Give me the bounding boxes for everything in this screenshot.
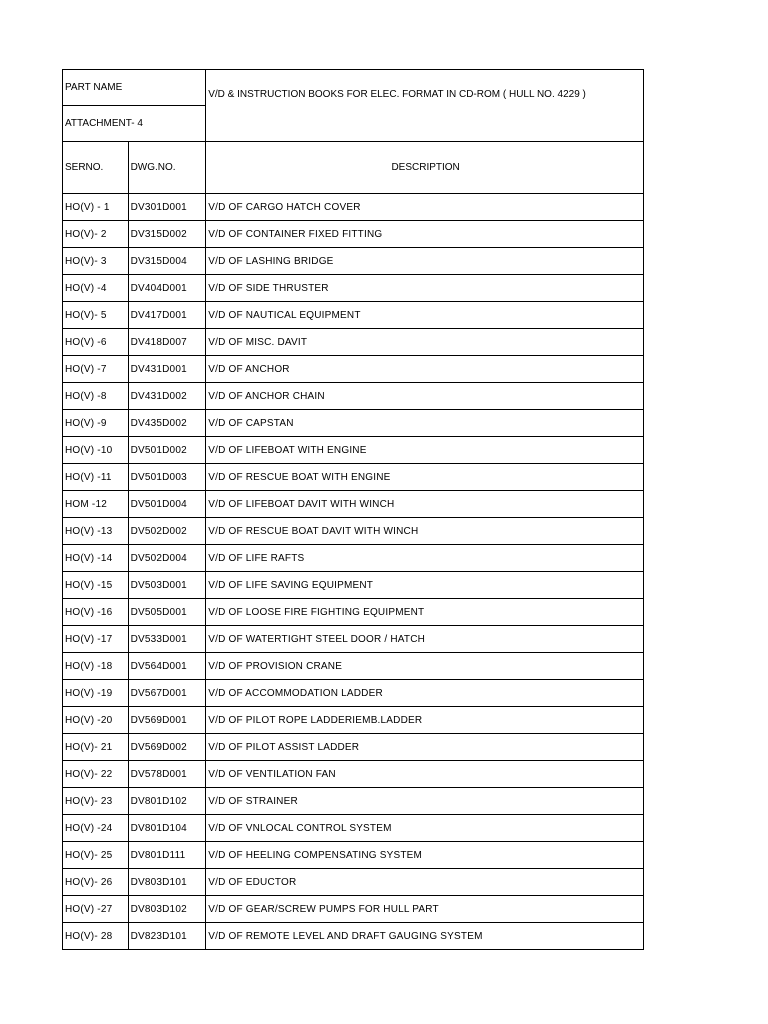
table-row [63, 680, 644, 707]
document-title: V/D & INSTRUCTION BOOKS FOR ELEC. FORMAT IN CD-ROM ( HULL NO. 4229 ) [206, 70, 644, 142]
cell-dwgno: DV501D002 [128, 437, 206, 464]
table-row [63, 653, 644, 680]
cell-description: V/D OF ACCOMMODATION LADDER [206, 680, 644, 707]
table-row [63, 626, 644, 653]
cell-description: V/D OF LASHING BRIDGE [206, 248, 644, 275]
table-row [63, 329, 644, 356]
cell-dwgno: DV801D104 [128, 815, 206, 842]
cell-dwgno: DV502D004 [128, 545, 206, 572]
cell-dwgno: DV801D102 [128, 788, 206, 815]
cell-description: V/D OF MISC. DAVIT [206, 329, 644, 356]
table-row [63, 869, 644, 896]
table-body [63, 70, 644, 950]
cell-description: V/D OF GEAR/SCREW PUMPS FOR HULL PART [206, 896, 644, 923]
table-row [63, 788, 644, 815]
cell-dwgno: DV431D002 [128, 383, 206, 410]
cell-description: V/D OF HEELING COMPENSATING SYSTEM [206, 842, 644, 869]
table-row [63, 923, 644, 950]
cell-serno: HO(V) -14 [63, 545, 129, 572]
table-row [63, 545, 644, 572]
cell-dwgno: DV315D002 [128, 221, 206, 248]
cell-serno: HO(V) -24 [63, 815, 129, 842]
cell-serno: HO(V) -16 [63, 599, 129, 626]
cell-serno: HO(V)- 22 [63, 761, 129, 788]
table-row [63, 734, 644, 761]
cell-dwgno: DV505D001 [128, 599, 206, 626]
cell-description: V/D OF PROVISION CRANE [206, 653, 644, 680]
cell-description: V/D OF REMOTE LEVEL AND DRAFT GAUGING SYSTEM [206, 923, 644, 950]
cell-serno: HO(V) -6 [63, 329, 129, 356]
document-table [62, 69, 644, 950]
cell-description: V/D OF RESCUE BOAT DAVIT WITH WINCH [206, 518, 644, 545]
cell-dwgno: DV533D001 [128, 626, 206, 653]
cell-serno: HO(V) -7 [63, 356, 129, 383]
cell-description: V/D OF CARGO HATCH COVER [206, 194, 644, 221]
table-row [63, 410, 644, 437]
cell-serno: HO(V)- 21 [63, 734, 129, 761]
cell-serno: HO(V) - 1 [63, 194, 129, 221]
part-name-label: PART NAME [63, 70, 206, 106]
cell-serno: HO(V) -15 [63, 572, 129, 599]
table-row [63, 221, 644, 248]
cell-description: V/D OF NAUTICAL EQUIPMENT [206, 302, 644, 329]
cell-dwgno: DV301D001 [128, 194, 206, 221]
cell-dwgno: DV501D003 [128, 464, 206, 491]
cell-dwgno: DV569D001 [128, 707, 206, 734]
cell-dwgno: DV418D007 [128, 329, 206, 356]
table-row [63, 707, 644, 734]
cell-serno: HO(V)- 5 [63, 302, 129, 329]
cell-dwgno: DV823D101 [128, 923, 206, 950]
cell-description: V/D OF LIFEBOAT DAVIT WITH WINCH [206, 491, 644, 518]
cell-description: V/D OF VNLOCAL CONTROL SYSTEM [206, 815, 644, 842]
cell-description: V/D OF LIFE SAVING EQUIPMENT [206, 572, 644, 599]
cell-description: V/D OF WATERTIGHT STEEL DOOR / HATCH [206, 626, 644, 653]
table-row [63, 896, 644, 923]
attachment-label: ATTACHMENT- 4 [63, 106, 206, 142]
table-row [63, 248, 644, 275]
cell-dwgno: DV417D001 [128, 302, 206, 329]
table-row [63, 302, 644, 329]
cell-description: V/D OF LOOSE FIRE FIGHTING EQUIPMENT [206, 599, 644, 626]
cell-dwgno: DV803D102 [128, 896, 206, 923]
cell-description: V/D OF PILOT ROPE LADDERIEMB.LADDER [206, 707, 644, 734]
cell-dwgno: DV502D002 [128, 518, 206, 545]
column-header-description: DESCRIPTION [206, 142, 644, 194]
cell-serno: HO(V)- 3 [63, 248, 129, 275]
cell-serno: HO(V) -13 [63, 518, 129, 545]
table-row [63, 464, 644, 491]
cell-description: V/D OF PILOT ASSIST LADDER [206, 734, 644, 761]
table-row [63, 572, 644, 599]
cell-dwgno: DV569D002 [128, 734, 206, 761]
column-header-dwgno: DWG.NO. [128, 142, 206, 194]
table-row [63, 761, 644, 788]
cell-dwgno: DV801D111 [128, 842, 206, 869]
cell-serno: HO(V) -4 [63, 275, 129, 302]
cell-serno: HO(V)- 25 [63, 842, 129, 869]
cell-serno: HO(V) -18 [63, 653, 129, 680]
table-row [63, 599, 644, 626]
table-row [63, 275, 644, 302]
column-header-serno: SERNO. [63, 142, 129, 194]
cell-serno: HO(V)- 26 [63, 869, 129, 896]
cell-dwgno: DV503D001 [128, 572, 206, 599]
cell-serno: HO(V)- 28 [63, 923, 129, 950]
cell-dwgno: DV404D001 [128, 275, 206, 302]
table-row [63, 383, 644, 410]
cell-dwgno: DV501D004 [128, 491, 206, 518]
cell-serno: HO(V) -20 [63, 707, 129, 734]
cell-description: V/D OF STRAINER [206, 788, 644, 815]
cell-dwgno: DV567D001 [128, 680, 206, 707]
cell-dwgno: DV564D001 [128, 653, 206, 680]
cell-serno: HO(V) -19 [63, 680, 129, 707]
cell-serno: HOM -12 [63, 491, 129, 518]
cell-description: V/D OF ANCHOR [206, 356, 644, 383]
cell-dwgno: DV578D001 [128, 761, 206, 788]
cell-dwgno: DV431D001 [128, 356, 206, 383]
cell-serno: HO(V) -10 [63, 437, 129, 464]
cell-serno: HO(V) -9 [63, 410, 129, 437]
cell-dwgno: DV435D002 [128, 410, 206, 437]
header-row-part-name [63, 70, 644, 106]
table-row [63, 437, 644, 464]
cell-serno: HO(V) -27 [63, 896, 129, 923]
cell-description: V/D OF LIFEBOAT WITH ENGINE [206, 437, 644, 464]
table-row [63, 518, 644, 545]
cell-description: V/D OF RESCUE BOAT WITH ENGINE [206, 464, 644, 491]
cell-serno: HO(V) -11 [63, 464, 129, 491]
cell-serno: HO(V) -17 [63, 626, 129, 653]
cell-description: V/D OF CONTAINER FIXED FITTING [206, 221, 644, 248]
table-row [63, 815, 644, 842]
cell-description: V/D OF SIDE THRUSTER [206, 275, 644, 302]
cell-description: V/D OF LIFE RAFTS [206, 545, 644, 572]
cell-description: V/D OF VENTILATION FAN [206, 761, 644, 788]
cell-serno: HO(V) -8 [63, 383, 129, 410]
cell-description: V/D OF CAPSTAN [206, 410, 644, 437]
table-row [63, 491, 644, 518]
cell-description: V/D OF ANCHOR CHAIN [206, 383, 644, 410]
cell-dwgno: DV803D101 [128, 869, 206, 896]
cell-serno: HO(V)- 23 [63, 788, 129, 815]
table-row [63, 842, 644, 869]
table-row [63, 356, 644, 383]
cell-dwgno: DV315D004 [128, 248, 206, 275]
cell-description: V/D OF EDUCTOR [206, 869, 644, 896]
table-row [63, 194, 644, 221]
cell-serno: HO(V)- 2 [63, 221, 129, 248]
column-header-row [63, 142, 644, 194]
